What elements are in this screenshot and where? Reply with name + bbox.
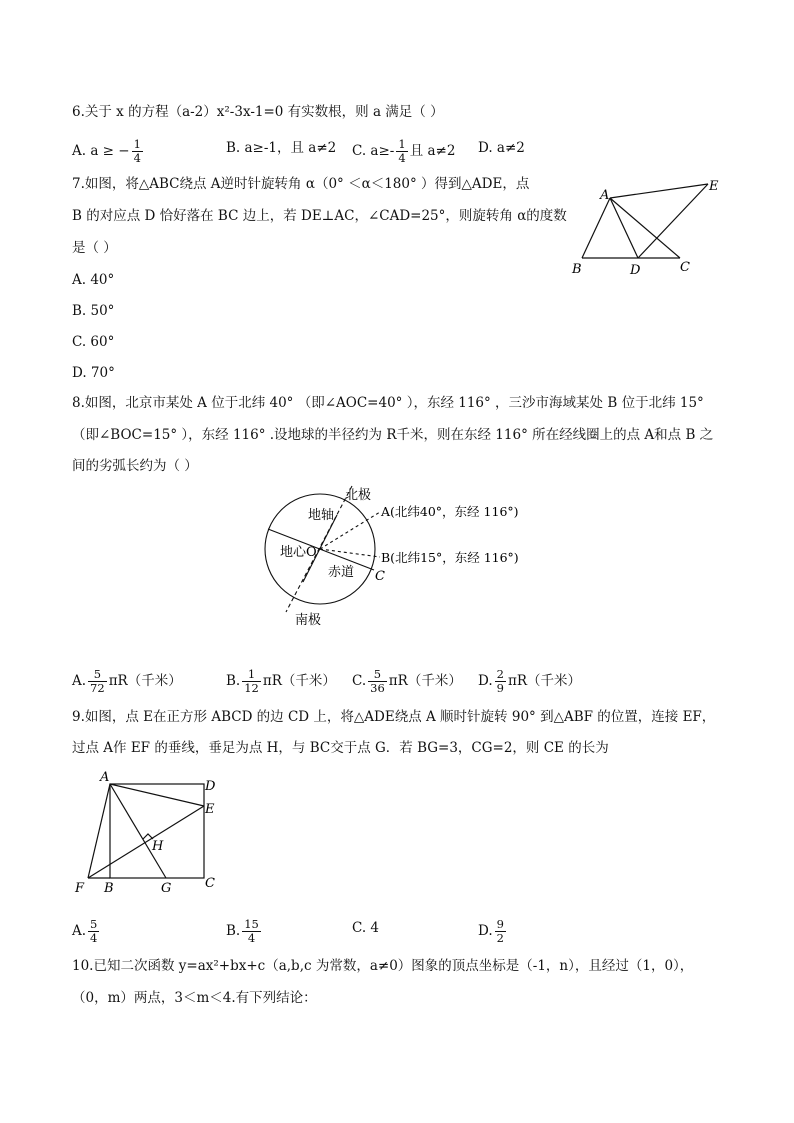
q7-label-d: D <box>630 263 641 278</box>
q6-option-b: B. a≥-1，且 a≠2 <box>226 140 337 156</box>
q8-label-equator: 赤道 <box>328 565 355 580</box>
q9-option-a: A. $\frac{5}{4}$ <box>72 917 98 945</box>
q7-option-b: B. 50° <box>72 303 115 319</box>
q10-stem-line2: （0，m）两点，3＜m＜4.有下列结论： <box>72 990 317 1006</box>
q7-option-d: D. 70° <box>72 365 115 381</box>
q7-label-b: B <box>572 262 582 277</box>
q8-label-b: B(北纬15°，东经 116°) <box>381 550 519 565</box>
q8-label-c: C <box>375 569 385 584</box>
q7-option-a: A. 40° <box>72 272 115 288</box>
q7-stem-line3: 是（ ） <box>72 240 117 256</box>
q6-option-c: C. a≥- $\frac{1}{4}$ 且 a≠2 <box>352 137 456 165</box>
q8-option-b: B. $\frac{1}{12}$ πR（千米） <box>226 667 336 695</box>
q7-stem-line1: 7.如图，将△ABC绕点 A逆时针旋转角 α（0° ＜α＜180° ）得到△ADE，点 <box>72 176 530 192</box>
q8-label-a: A(北纬40°，东经 116°) <box>381 504 519 519</box>
q9-label-b: B <box>104 881 114 896</box>
q6-stem: 6.关于 x 的方程（a-2）x²-3x-1=0 有实数根，则 a 满足（ ） <box>72 104 444 120</box>
q7-label-a: A <box>600 188 610 203</box>
q7-triangle-figure <box>560 176 730 282</box>
q9-option-c: C. 4 <box>352 920 380 936</box>
q8-stem-line2: （即∠BOC=15° ），东经 116° .设地球的半径约为 R千米，则在东经 116° 所在经线圈上的点 A和点 B 之 <box>72 427 714 443</box>
q9-label-h: H <box>152 839 164 854</box>
q9-stem-line2: 过点 A作 EF 的垂线，垂足为点 H，与 BC交于点 G．若 BG=3，CG=2，则 CE 的长为 <box>72 740 609 756</box>
q8-label-south: 南极 <box>295 613 322 628</box>
q6-option-d: D. a≠2 <box>478 140 525 156</box>
q10-stem-line1: 10.已知二次函数 y=ax²+bx+c（a,b,c 为常数，a≠0）图象的顶点坐标是（-1，n），且经过（1，0）， <box>72 958 694 974</box>
q9-option-d: D. $\frac{9}{2}$ <box>478 917 504 945</box>
q7-label-e: E <box>709 179 719 194</box>
q7-stem-line2: B 的对应点 D 恰好落在 BC 边上，若 DE⊥AC，∠CAD=25°，则旋转角 α的度数 <box>72 208 567 224</box>
q8-earth-figure <box>250 474 550 634</box>
q8-label-north: 北极 <box>345 488 372 503</box>
q8-option-d: D. $\frac{2}{9}$ πR（千米） <box>478 667 582 695</box>
q6-option-a: A. a ≥ − $\frac{1}{4}$ <box>72 137 141 165</box>
q9-square-figure <box>68 768 228 900</box>
q9-option-b: B. $\frac{15}{4}$ <box>226 917 259 945</box>
q8-stem-line1: 8.如图，北京市某处 A 位于北纬 40° （即∠AOC=40° ），东经 116° ，三沙市海域某处 B 位于北纬 15° <box>72 395 704 411</box>
q9-stem-line1: 9.如图，点 E在正方形 ABCD 的边 CD 上，将△ADE绕点 A 顺时针旋转 90° 到△ABF 的位置，连接 EF， <box>72 709 716 725</box>
q9-label-d: D <box>205 779 216 794</box>
q9-label-e: E <box>205 802 215 817</box>
q9-label-c: C <box>205 876 215 891</box>
q7-label-c: C <box>680 260 690 275</box>
q8-option-c: C. $\frac{5}{36}$ πR（千米） <box>352 667 462 695</box>
q9-label-a: A <box>100 770 110 785</box>
q8-label-center: 地心O <box>280 545 317 560</box>
q7-option-c: C. 60° <box>72 334 115 350</box>
q9-label-f: F <box>75 881 85 896</box>
q8-stem-line3: 间的劣弧长约为（ ） <box>72 458 198 474</box>
q9-label-g: G <box>161 881 172 896</box>
q8-label-axis: 地轴 <box>308 508 335 523</box>
q8-option-a: A. $\frac{5}{72}$ πR（千米） <box>72 667 182 695</box>
